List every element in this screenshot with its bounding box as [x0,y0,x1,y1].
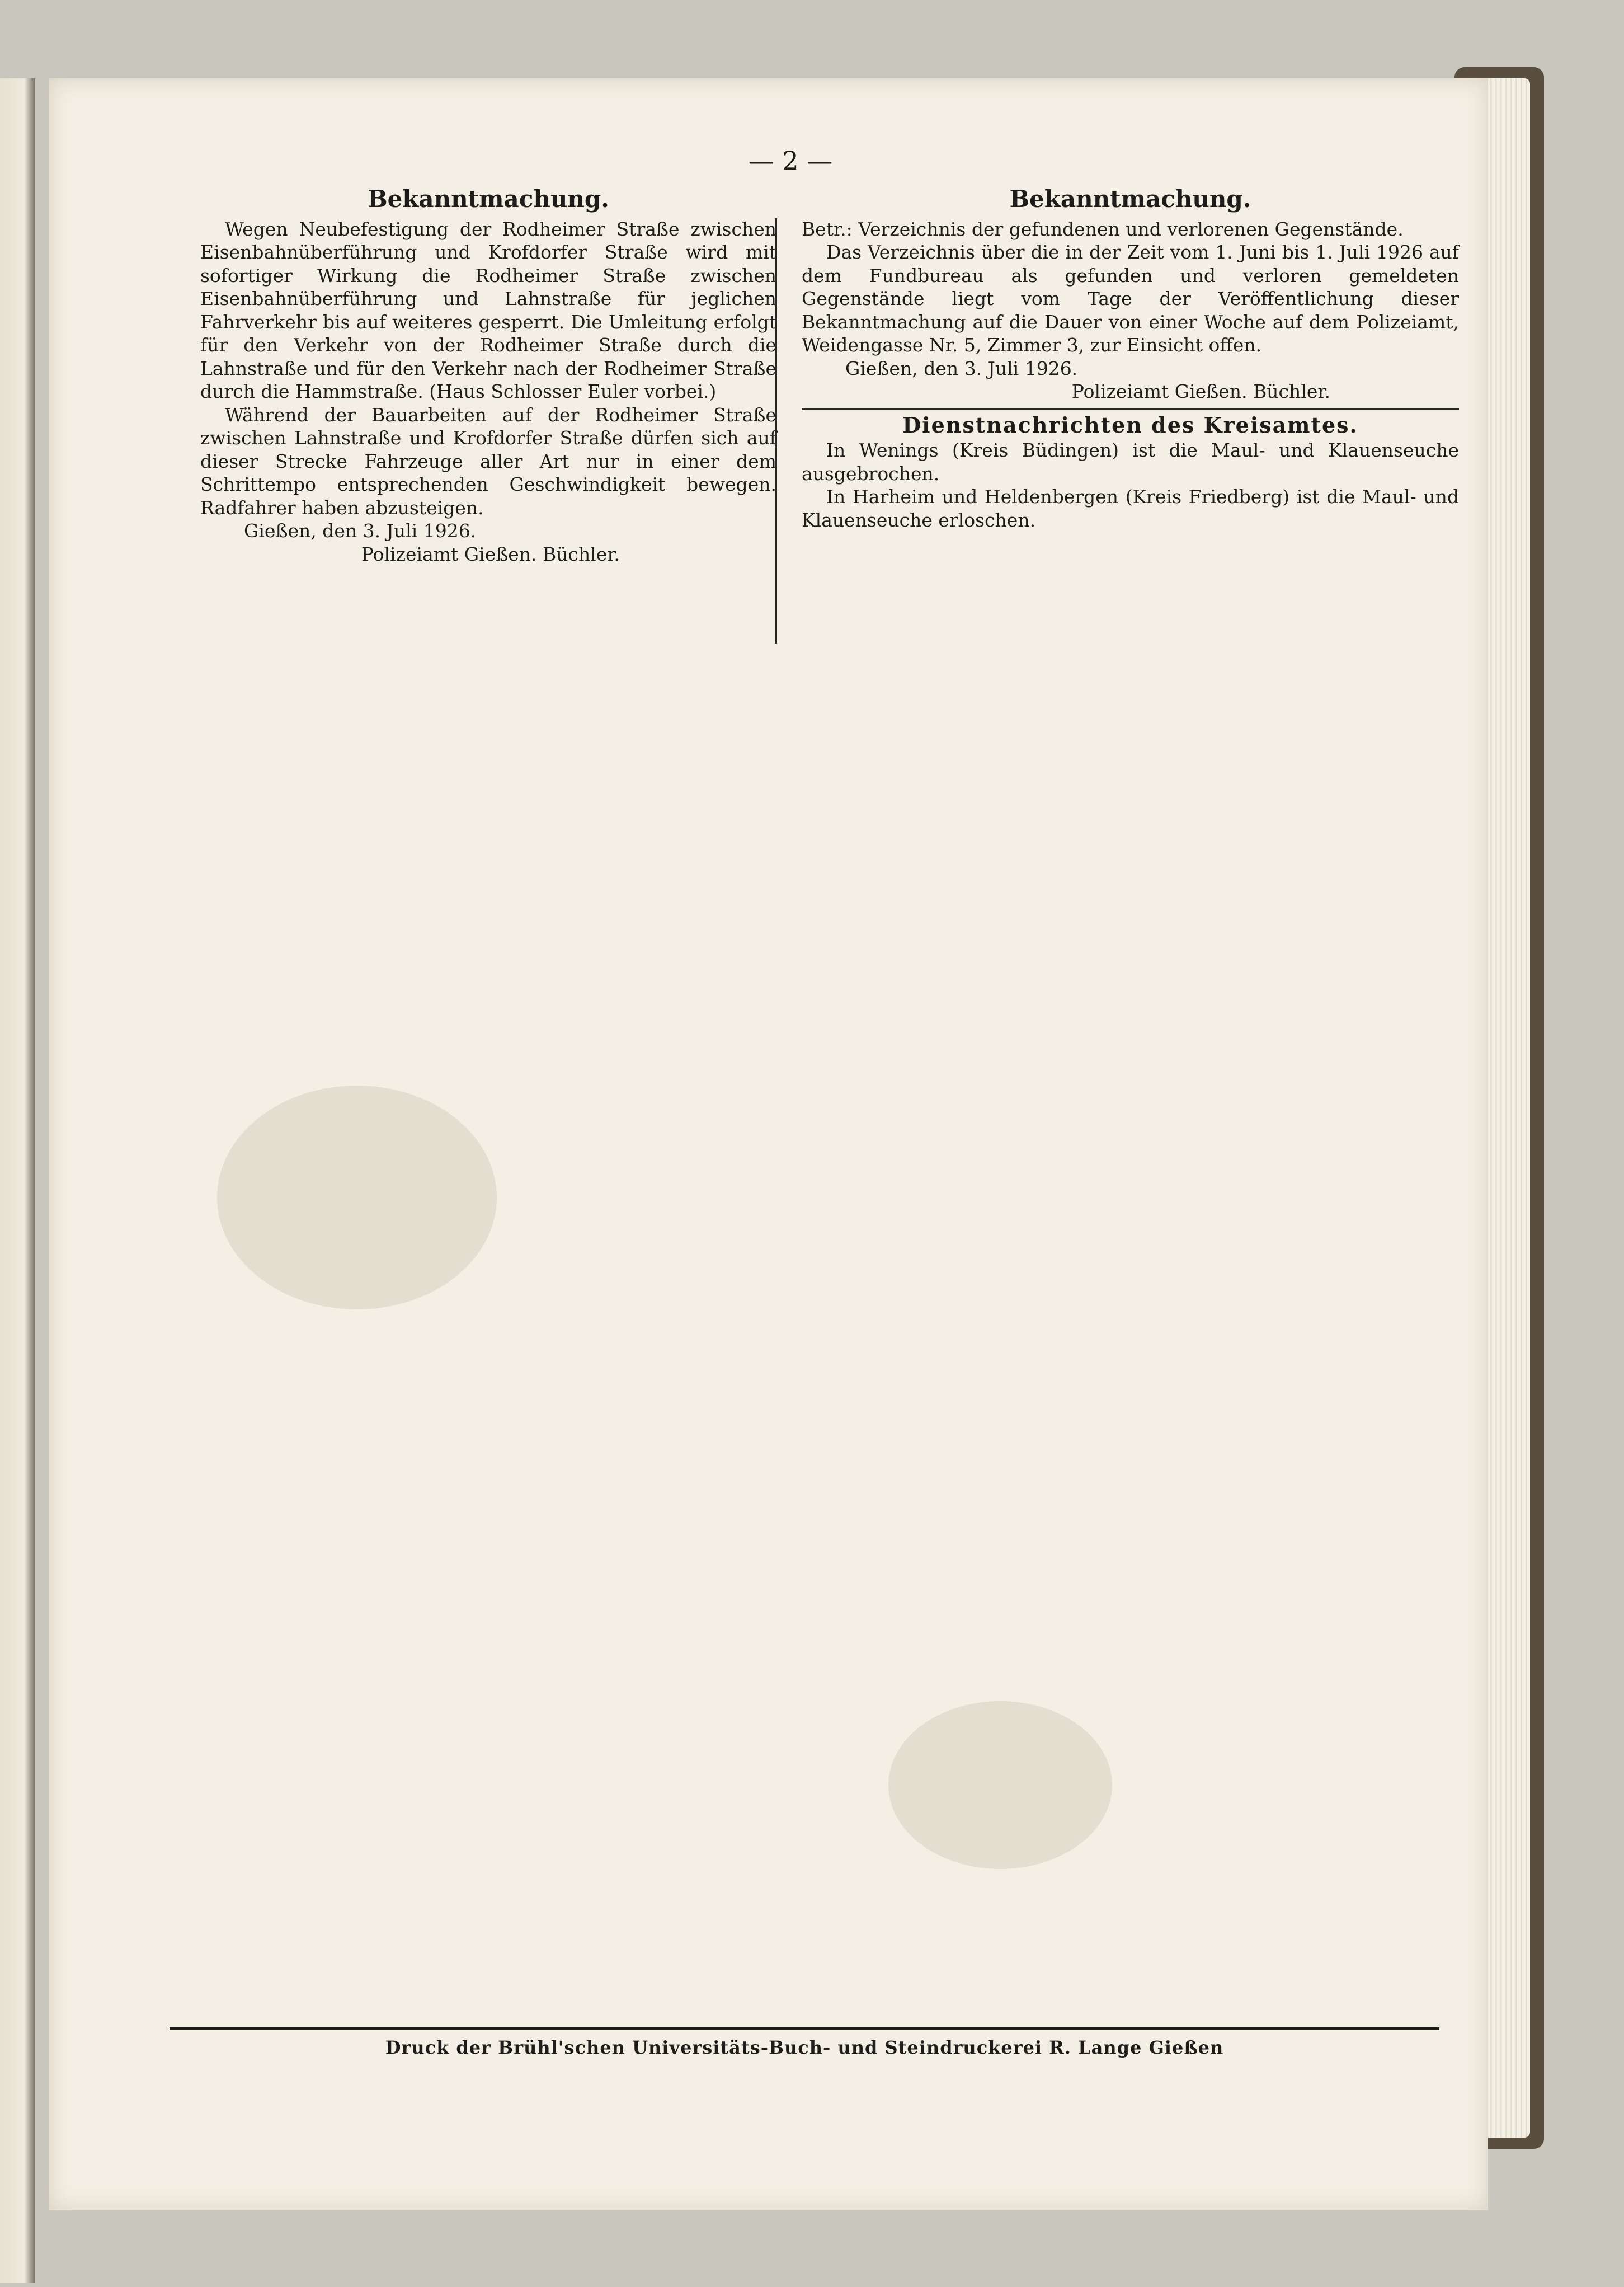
newspaper-page [49,78,1488,2210]
right-signature: Polizeiamt Gießen. Büchler. [1071,381,1330,402]
paper-stain [217,1086,497,1309]
left-column [200,187,776,566]
page-number: — 2 — [748,145,833,176]
right-betr: Betr.: Verzeichnis der gefundenen und verlorenen Gegenstände. [802,218,1404,240]
left-place-date: Gießen, den 3. Juli 1926. [244,520,477,542]
dienst-heading: Dienstnachrichten des Kreisamtes. [902,412,1358,438]
right-heading: Bekanntmachung. [1009,185,1251,213]
right-column [802,187,1459,532]
left-page-edge [0,78,35,2283]
printer-imprint: Druck der Brühl'schen Universitäts-Buch- und Steindruckerei R. Lange Gießen [385,2037,1224,2058]
left-signature: Polizeiamt Gießen. Büchler. [361,543,620,565]
footer-rule [170,2027,1439,2030]
right-paragraph: Das Verzeichnis über die in der Zeit vom 1. Juni bis 1. Juli 1926 auf dem Fundbureau als gefunden und verloren gemeldeten Gegenstände liegt vom Tage der Veröffentlichung dieser Bekanntmachung auf die Dauer von einer Woche auf dem Polizeiamt, Weidengasse Nr. 5, Zimmer 3, zur Einsicht offen. [802,241,1459,356]
paper-stain [888,1701,1112,1869]
dienst-paragraph-1: In Wenings (Kreis Büdingen) ist die Maul- und Klauenseuche ausgebrochen. [802,439,1459,485]
left-paragraph-2: Während der Bauarbeiten auf der Rodheimer Straße zwischen Lahnstraße und Krofdorfer Straße dürfen sich auf dieser Strecke Fahrzeuge aller Art nur in einer dem Schrittempo entsprechenden Geschwindigkeit bewegen. Radfahrer haben abzusteigen. [200,403,776,519]
left-heading: Bekanntmachung. [368,185,609,213]
right-place-date: Gießen, den 3. Juli 1926. [845,357,1078,379]
section-rule [802,408,1459,410]
left-paragraph-1: Wegen Neubefestigung der Rodheimer Straße zwischen Eisenbahnüberführung und Krofdorfer Straße wird mit sofortiger Wirkung die Rodheimer Straße zwischen Eisenbahnüberführung und Lahnstraße für jeglichen Fahrverkehr bis auf weiteres gesperrt. Die Umleitung erfolgt für den Verkehr von der Rodheimer Straße durch die Lahnstraße und für den Verkehr nach der Rodheimer Straße durch die Hammstraße. (Haus Schlosser Euler vorbei.) [200,218,776,402]
dienst-paragraph-2: In Harheim und Heldenbergen (Kreis Friedberg) ist die Maul- und Klauenseuche erloschen. [802,486,1459,531]
